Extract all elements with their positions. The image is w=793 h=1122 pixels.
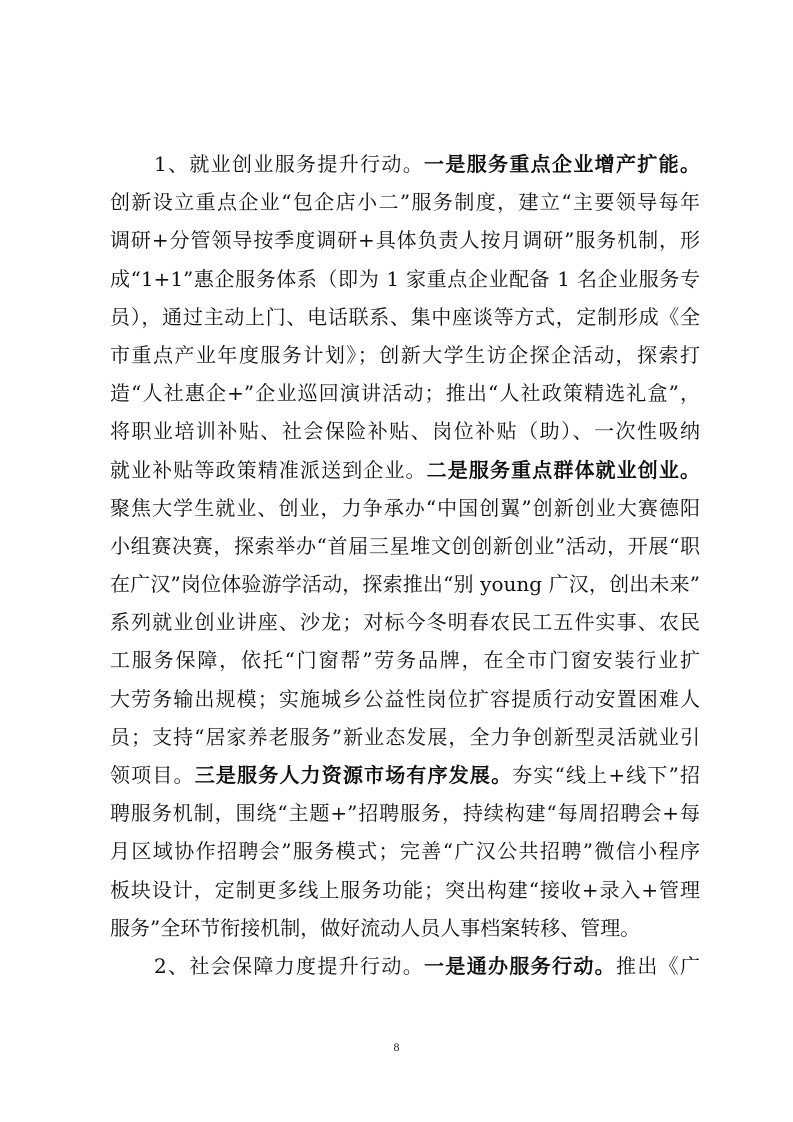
text-segment: 大劳务输出规模；实施城乡公益性岗位扩容提质行动安置困难人 bbox=[110, 686, 700, 711]
text-line bbox=[110, 221, 700, 259]
text-segment: 领项目。 bbox=[110, 763, 195, 787]
text-line bbox=[110, 947, 700, 985]
text-line bbox=[110, 794, 700, 832]
text-segment: 创新设立重点企业“包企店小二”服务制度，建立“主要领导每年 bbox=[110, 190, 700, 215]
bold-heading-segment: 一是通办服务行动。 bbox=[424, 953, 617, 978]
text-segment: 2、社会保障力度提升行动。 bbox=[154, 953, 425, 978]
text-line bbox=[110, 871, 700, 909]
text-line bbox=[110, 527, 700, 565]
text-segment: 板块设计，定制更多线上服务功能；突出构建“接收+录入+管理 bbox=[110, 877, 700, 902]
text-line bbox=[110, 260, 700, 298]
body-text bbox=[110, 145, 700, 985]
text-line bbox=[110, 451, 700, 489]
text-segment: 服务”全环节衔接机制，做好流动人员人事档案转移、管理。 bbox=[110, 915, 641, 940]
text-segment: 将职业培训补贴、社会保险补贴、岗位补贴（助）、一次性吸纳 bbox=[110, 419, 700, 444]
text-line bbox=[110, 336, 700, 374]
text-segment: 工服务保障，依托“门窗帮”劳务品牌，在全市门窗安装行业扩 bbox=[110, 648, 700, 673]
text-segment: 聘服务机制，围绕“主题+”招聘服务，持续构建“每周招聘会+每 bbox=[110, 801, 700, 826]
text-line bbox=[110, 489, 700, 527]
text-segment: 员），通过主动上门、电话联系、集中座谈等方式，定制形成《全 bbox=[110, 304, 700, 329]
text-segment: 就业补贴等政策精准派送到企业。 bbox=[110, 457, 427, 482]
bold-heading-segment: 二是服务重点群体就业创业。 bbox=[426, 457, 701, 482]
bold-heading-segment: 一是服务重点企业增产扩能。 bbox=[424, 152, 700, 176]
bold-heading-segment: 三是服务人力资源市场有序发展。 bbox=[194, 763, 513, 787]
text-line bbox=[110, 565, 700, 603]
text-line bbox=[110, 603, 700, 641]
text-segment: 员；支持“居家养老服务”新业态发展，全力争创新型灵活就业引 bbox=[110, 724, 700, 749]
page-number: 8 bbox=[393, 1040, 400, 1054]
text-segment: 推出《广 bbox=[616, 953, 701, 978]
text-segment: 市重点产业年度服务计划》；创新大学生访企探企活动，探索打 bbox=[110, 342, 700, 367]
text-segment: 在广汉”岗位体验游学活动，探索推出“别 young 广汉，创出未来” bbox=[110, 572, 700, 597]
text-segment: 造“人社惠企+”企业巡回演讲活动；推出“人社政策精选礼盒”， bbox=[110, 381, 700, 406]
text-line bbox=[110, 298, 700, 336]
text-segment: 成“1+1”惠企服务体系（即为 1 家重点企业配备 1 名企业服务专 bbox=[110, 266, 700, 291]
text-segment: 聚焦大学生就业、创业，力争承办“中国创翼”创新创业大赛德阳 bbox=[110, 495, 700, 520]
text-segment: 调研+分管领导按季度调研+具体负责人按月调研”服务机制，形 bbox=[110, 228, 700, 253]
text-line bbox=[110, 641, 700, 679]
text-line bbox=[110, 183, 700, 221]
text-segment: 1、就业创业服务提升行动。 bbox=[154, 152, 425, 176]
text-segment: 系列就业创业讲座、沙龙；对标今冬明春农民工五件实事、农民 bbox=[110, 610, 700, 635]
text-line bbox=[110, 909, 700, 947]
text-segment: 夯实“线上+线下”招 bbox=[512, 763, 700, 787]
text-line bbox=[110, 145, 700, 183]
text-line bbox=[110, 756, 700, 794]
text-line bbox=[110, 680, 700, 718]
text-segment: 月区域协作招聘会”服务模式；完善“广汉公共招聘”微信小程序 bbox=[110, 839, 700, 864]
text-line bbox=[110, 718, 700, 756]
text-line bbox=[110, 832, 700, 870]
text-segment: 小组赛决赛，探索举办“首届三星堆文创创新创业”活动，开展“职 bbox=[110, 533, 700, 558]
text-line bbox=[110, 374, 700, 412]
text-line bbox=[110, 412, 700, 450]
